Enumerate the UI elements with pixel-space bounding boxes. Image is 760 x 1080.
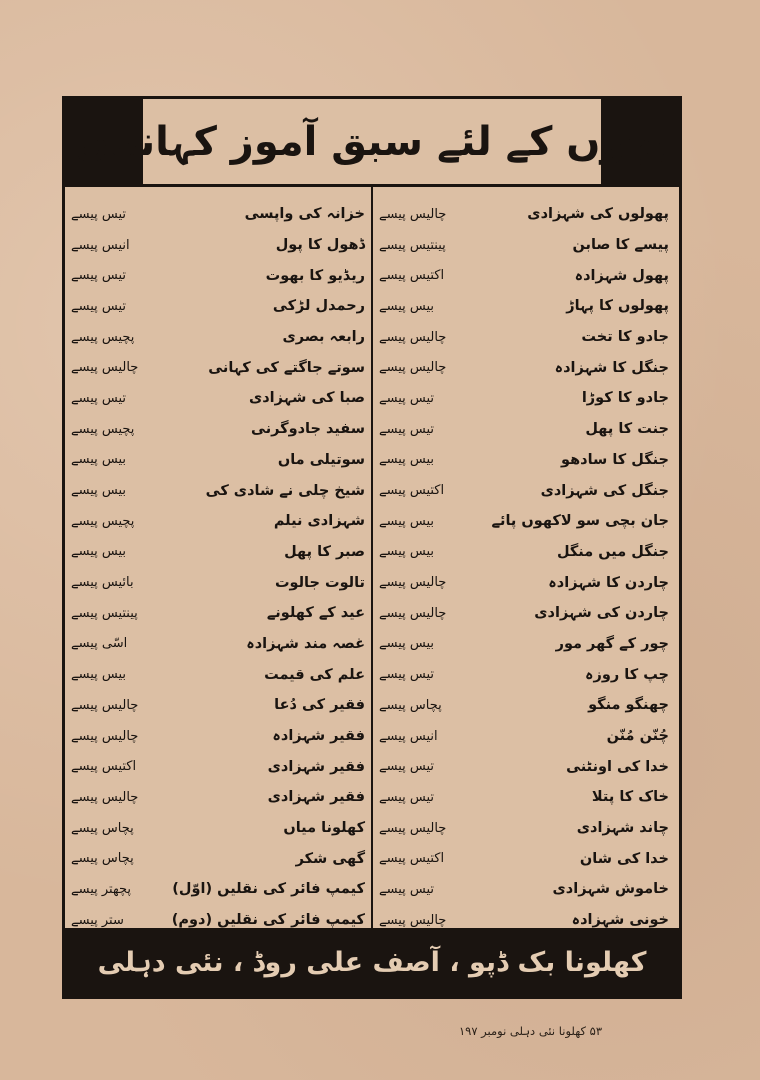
page-title: بچوں کے لئے سبق آموز کہانیاں xyxy=(74,118,670,165)
book-row xyxy=(71,383,365,414)
book-row xyxy=(71,291,365,322)
book-row xyxy=(379,414,669,445)
book-row xyxy=(379,567,669,598)
book-row xyxy=(379,506,669,537)
book-row xyxy=(71,598,365,629)
book-row xyxy=(71,537,365,568)
book-price: ستر پیسے xyxy=(71,912,124,928)
book-row xyxy=(379,322,669,353)
book-title: رحمدل لڑکی xyxy=(272,298,365,315)
book-row xyxy=(379,260,669,291)
book-row xyxy=(71,629,365,660)
book-price: اکتیس پیسے xyxy=(379,483,445,499)
book-title: فقیر شہزادی xyxy=(267,758,365,775)
book-row xyxy=(379,813,669,844)
page-footer: ۵۳ کھلونا نئی دہلی نومبر ۱۹۷ xyxy=(458,1024,602,1038)
publisher-banner xyxy=(65,928,679,996)
book-row xyxy=(379,874,669,905)
book-title: فقیر شہزادہ xyxy=(272,728,365,745)
book-price: پچیس پیسے xyxy=(71,329,135,345)
book-price: اسّی پیسے xyxy=(71,636,128,652)
book-title: ڈھول کا پول xyxy=(275,237,365,254)
book-title: کیمپ فائر کی نقلیں (اوّل) xyxy=(172,881,365,898)
book-title: عید کے کھلونے xyxy=(266,605,365,622)
book-title: پیسے کا صابن xyxy=(572,237,669,254)
book-price: پچاس پیسے xyxy=(71,851,134,867)
book-row xyxy=(71,414,365,445)
book-price: پچاس پیسے xyxy=(71,820,134,836)
book-title: فقیر شہزادی xyxy=(267,789,365,806)
book-price: چالیس پیسے xyxy=(71,789,139,805)
book-row xyxy=(71,230,365,261)
book-row xyxy=(71,690,365,721)
book-title: فقیر کی دُعا xyxy=(274,697,365,714)
book-price: بیس پیسے xyxy=(71,667,127,683)
book-price: اکتیس پیسے xyxy=(71,759,137,775)
book-title: خزانہ کی واپسی xyxy=(244,206,365,223)
book-row xyxy=(379,629,669,660)
book-row xyxy=(379,843,669,874)
book-title: چھنگو منگو xyxy=(588,697,669,714)
book-title: گھی شکر xyxy=(295,850,365,867)
book-row xyxy=(71,751,365,782)
book-price: تیس پیسے xyxy=(71,298,127,314)
book-price: چالیس پیسے xyxy=(379,206,447,222)
book-row xyxy=(379,445,669,476)
book-price: چالیس پیسے xyxy=(379,329,447,345)
book-price: چالیس پیسے xyxy=(71,728,139,744)
book-title: چاردن کی شہزادی xyxy=(534,605,669,622)
book-row xyxy=(379,598,669,629)
book-row xyxy=(71,352,365,383)
book-row xyxy=(71,322,365,353)
book-row xyxy=(71,843,365,874)
book-row xyxy=(379,751,669,782)
book-title: تالوت جالوت xyxy=(274,574,365,591)
book-title: سوتیلی ماں xyxy=(277,451,365,468)
book-price: چالیس پیسے xyxy=(379,360,447,376)
book-row xyxy=(379,721,669,752)
book-title: جنگل کا سادھو xyxy=(560,451,669,468)
book-title: جنگل کی شہزادی xyxy=(540,482,669,499)
book-list xyxy=(65,187,679,928)
book-title: جنگل کا شہزادہ xyxy=(554,359,669,376)
book-row xyxy=(379,199,669,230)
right-book-column xyxy=(379,199,669,936)
book-row xyxy=(71,659,365,690)
book-row xyxy=(71,199,365,230)
book-price: بیس پیسے xyxy=(379,544,435,560)
book-price: چالیس پیسے xyxy=(71,360,139,376)
book-title: شہزادی نیلم xyxy=(273,513,365,530)
book-price: تیس پیسے xyxy=(379,421,435,437)
book-price: پچیس پیسے xyxy=(71,513,135,529)
book-price: چالیس پیسے xyxy=(379,820,447,836)
book-row xyxy=(379,690,669,721)
book-title: کھلونا میاں xyxy=(283,820,365,837)
publisher-address: کھلونا بک ڈپو ، آصف علی روڈ ، نئی دہلی xyxy=(97,946,647,978)
book-title: علم کی قیمت xyxy=(264,666,365,683)
book-title: سفید جادوگرنی xyxy=(251,421,365,438)
book-price: بیس پیسے xyxy=(379,513,435,529)
book-title: جنت کا پھل xyxy=(585,421,669,438)
book-price: پچھتر پیسے xyxy=(71,881,131,897)
book-row xyxy=(71,874,365,905)
book-price: تیس پیسے xyxy=(71,268,127,284)
book-title: پھولوں کا پہاڑ xyxy=(566,298,669,315)
book-price: تیس پیسے xyxy=(379,881,435,897)
book-price: تیس پیسے xyxy=(379,759,435,775)
book-row xyxy=(71,782,365,813)
book-row xyxy=(71,813,365,844)
book-title: خدا کی اونٹنی xyxy=(566,758,669,775)
book-row xyxy=(71,721,365,752)
book-title: ریڈیو کا بھوت xyxy=(265,267,365,284)
book-title: صبر کا پھل xyxy=(284,543,365,560)
book-price: تیس پیسے xyxy=(379,667,435,683)
book-price: بیس پیسے xyxy=(379,636,435,652)
book-price: بیس پیسے xyxy=(71,544,127,560)
book-row xyxy=(379,230,669,261)
book-row xyxy=(71,260,365,291)
book-title: جادو کا تخت xyxy=(581,329,669,346)
book-title: چاند شہزادی xyxy=(576,820,669,837)
book-price: بیس پیسے xyxy=(379,298,435,314)
book-row xyxy=(379,291,669,322)
book-price: بیس پیسے xyxy=(71,483,127,499)
book-price: اکتیس پیسے xyxy=(379,851,445,867)
book-price: چالیس پیسے xyxy=(379,605,447,621)
book-price: پینتیس پیسے xyxy=(379,237,446,253)
book-title: جان بچی سو لاکھوں پائے xyxy=(491,513,669,530)
book-price: چالیس پیسے xyxy=(379,912,447,928)
book-price: اکتیس پیسے xyxy=(379,268,445,284)
book-title: پھولوں کی شہزادی xyxy=(527,206,669,223)
book-title: شیخ چلی نے شادی کی xyxy=(205,482,365,499)
book-title: چاردن کا شہزادہ xyxy=(548,574,669,591)
book-price: تیس پیسے xyxy=(379,789,435,805)
title-box xyxy=(74,99,670,187)
book-price: چالیس پیسے xyxy=(71,697,139,713)
book-price: بائیس پیسے xyxy=(71,575,134,591)
book-row xyxy=(71,567,365,598)
book-row xyxy=(379,475,669,506)
book-row xyxy=(379,383,669,414)
book-row xyxy=(379,782,669,813)
book-title: چور کے گھر مور xyxy=(555,635,669,652)
book-title: کیمپ فائر کی نقلیں (دوم) xyxy=(171,912,365,929)
book-price: بیس پیسے xyxy=(379,452,435,468)
book-price: تیس پیسے xyxy=(71,390,127,406)
book-title: پھول شہزادہ xyxy=(574,267,669,284)
book-row xyxy=(379,659,669,690)
book-title: خونی شہزادہ xyxy=(571,912,669,929)
book-price: انیس پیسے xyxy=(71,237,130,253)
book-price: تیس پیسے xyxy=(71,206,127,222)
book-row xyxy=(71,445,365,476)
book-title: سوتے جاگتے کی کہانی xyxy=(208,359,365,376)
book-title: غصہ مند شہزادہ xyxy=(246,635,365,652)
book-title: رابعہ بصری xyxy=(282,329,365,346)
book-title: چُنّن مُنّن xyxy=(606,728,669,745)
book-price: بیس پیسے xyxy=(71,452,127,468)
book-title: چپ کا روزہ xyxy=(585,666,669,683)
advertisement-frame xyxy=(62,96,682,999)
book-title: جادو کا کوڑا xyxy=(581,390,669,407)
book-row xyxy=(71,475,365,506)
book-row xyxy=(379,352,669,383)
left-book-column xyxy=(71,199,365,936)
column-divider xyxy=(371,187,373,928)
book-row xyxy=(379,537,669,568)
book-title: جنگل میں منگل xyxy=(556,543,669,560)
book-title: صبا کی شہزادی xyxy=(248,390,365,407)
book-title: خاموش شہزادی xyxy=(552,881,669,898)
book-price: پچیس پیسے xyxy=(71,421,135,437)
book-title: خاک کا پتلا xyxy=(591,789,669,806)
book-row xyxy=(71,506,365,537)
book-price: پینتیس پیسے xyxy=(71,605,138,621)
book-price: انیس پیسے xyxy=(379,728,438,744)
book-price: پچاس پیسے xyxy=(379,697,442,713)
book-price: چالیس پیسے xyxy=(379,575,447,591)
book-price: تیس پیسے xyxy=(379,390,435,406)
book-title: خدا کی شان xyxy=(579,850,669,867)
